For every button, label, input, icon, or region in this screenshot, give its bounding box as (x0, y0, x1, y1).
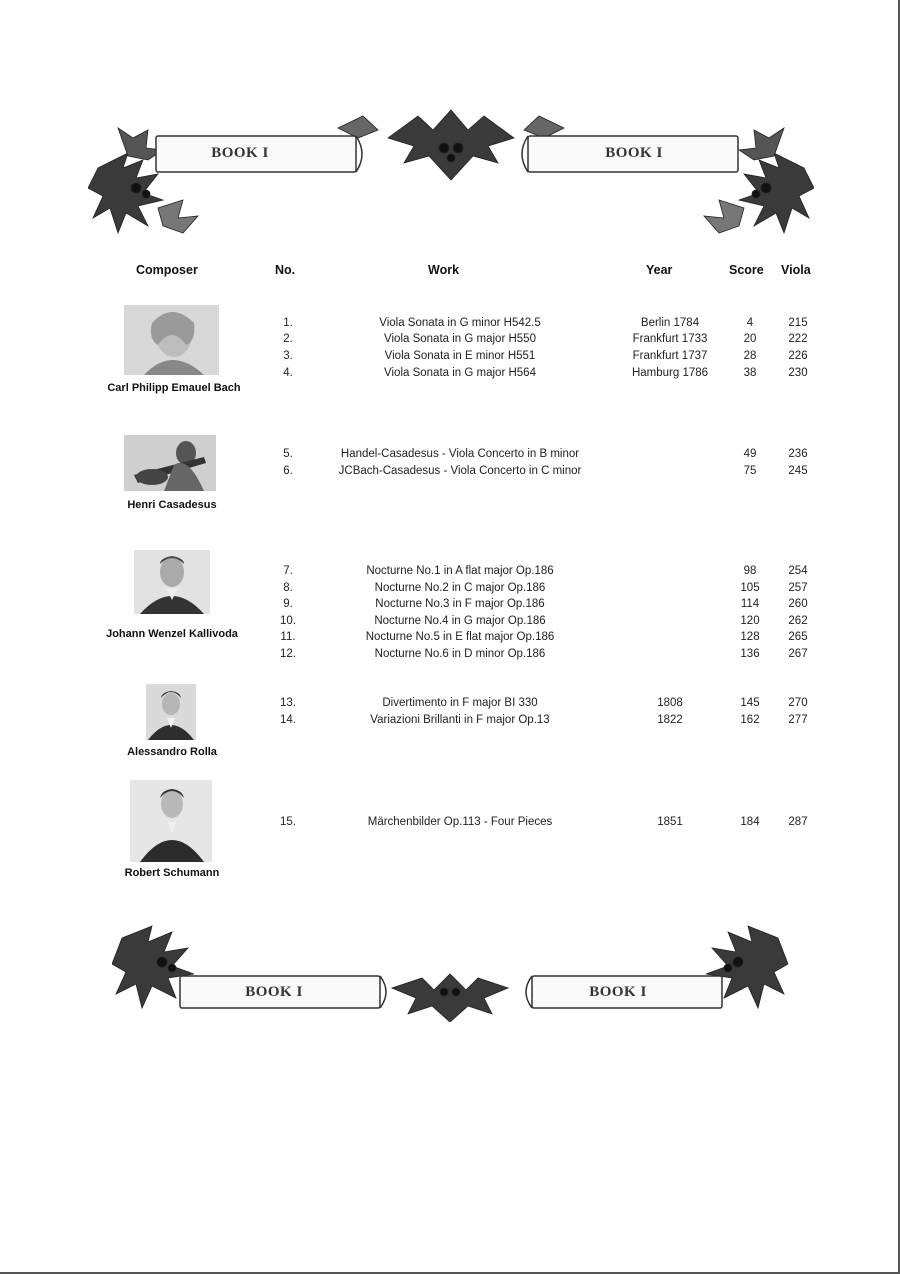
cell-work: Nocturne No.3 in F major Op.186 (375, 598, 545, 610)
cell-score: 4 (746, 317, 754, 329)
cell-year: 1808 (657, 697, 683, 709)
composer-name: Alessandro Rolla (127, 746, 217, 758)
cell-work: Märchenbilder Op.113 - Four Pieces (367, 816, 553, 828)
cell-viola: 245 (788, 465, 808, 477)
bottom-banner-left-label: BOOK I (245, 984, 303, 1000)
cell-score: 75 (743, 465, 757, 477)
bottom-banner (112, 918, 788, 1022)
cell-viola: 270 (788, 697, 808, 709)
cell-viola: 236 (788, 448, 808, 460)
header-year: Year (646, 263, 673, 277)
cell-viola: 230 (788, 367, 808, 379)
cell-no: 7. (283, 565, 293, 577)
cell-score: 136 (740, 648, 760, 660)
cell-viola: 277 (788, 714, 808, 726)
table-row (0, 333, 900, 350)
cell-year: Frankfurt 1733 (632, 333, 708, 345)
table-row (0, 565, 900, 582)
cell-score: 120 (740, 615, 760, 627)
cell-no: 4. (283, 367, 293, 379)
table-row (0, 367, 900, 384)
cell-no: 8. (283, 582, 293, 594)
table-row (0, 465, 900, 482)
cell-viola: 287 (788, 816, 808, 828)
header-no: No. (275, 263, 296, 277)
cell-work: Nocturne No.1 in A flat major Op.186 (366, 565, 554, 577)
composer-name: Johann Wenzel Kallivoda (106, 628, 238, 640)
cell-no: 14. (280, 714, 296, 726)
cell-year: Berlin 1784 (640, 317, 700, 329)
cell-work: Nocturne No.6 in D minor Op.186 (374, 648, 546, 660)
table-row (0, 582, 900, 599)
top-banner-right-label: BOOK I (605, 145, 663, 161)
cell-no: 6. (283, 465, 293, 477)
holly-ornament-icon (88, 108, 814, 242)
cell-no: 1. (283, 317, 293, 329)
cell-score: 105 (740, 582, 760, 594)
cell-no: 15. (280, 816, 296, 828)
table-row (0, 648, 900, 665)
header-score: Score (729, 263, 764, 277)
table-row (0, 615, 900, 632)
cell-viola: 222 (788, 333, 808, 345)
cell-viola: 262 (788, 615, 808, 627)
bottom-banner-right-label: BOOK I (589, 984, 647, 1000)
cell-no: 2. (283, 333, 293, 345)
table-row (0, 317, 900, 334)
cell-work: Viola Sonata in E minor H551 (384, 350, 536, 362)
header-composer: Composer (136, 263, 198, 277)
table-row (0, 816, 900, 833)
cell-score: 184 (740, 816, 760, 828)
cell-score: 49 (743, 448, 757, 460)
cell-viola: 254 (788, 565, 808, 577)
cell-work: Nocturne No.2 in C major Op.186 (374, 582, 546, 594)
cell-score: 145 (740, 697, 760, 709)
table-row (0, 697, 900, 714)
cell-score: 20 (743, 333, 757, 345)
composer-name: Carl Philipp Emauel Bach (107, 382, 241, 394)
cell-score: 38 (743, 367, 757, 379)
cell-viola: 215 (788, 317, 808, 329)
cell-work: JCBach-Casadesus - Viola Concerto in C minor (338, 465, 582, 477)
table-row (0, 350, 900, 367)
cell-no: 3. (283, 350, 293, 362)
header-work: Work (428, 263, 460, 277)
cell-work: Viola Sonata in G minor H542.5 (379, 317, 541, 329)
top-banner-left-label: BOOK I (211, 145, 269, 161)
cell-score: 128 (740, 631, 760, 643)
cell-score: 114 (740, 598, 760, 610)
cell-work: Viola Sonata in G major H564 (384, 367, 536, 379)
holly-ornament-icon (112, 918, 788, 1022)
cell-work: Viola Sonata in G major H550 (384, 333, 536, 345)
cell-year: Frankfurt 1737 (632, 350, 708, 362)
composer-name: Henri Casadesus (127, 499, 217, 511)
cell-viola: 257 (788, 582, 808, 594)
table-row (0, 598, 900, 615)
cell-work: Nocturne No.4 in G major Op.186 (374, 615, 546, 627)
top-banner (88, 108, 814, 242)
cell-score: 162 (740, 714, 760, 726)
cell-work: Handel-Casadesus - Viola Concerto in B minor (340, 448, 580, 460)
table-row (0, 714, 900, 731)
cell-viola: 265 (788, 631, 808, 643)
cell-year: Hamburg 1786 (631, 367, 709, 379)
cell-viola: 226 (788, 350, 808, 362)
cell-work: Divertimento in F major BI 330 (382, 697, 538, 709)
cell-work: Nocturne No.5 in E flat major Op.186 (365, 631, 555, 643)
cell-no: 12. (280, 648, 296, 660)
table-row (0, 448, 900, 465)
header-viola: Viola (781, 263, 811, 277)
cell-no: 11. (280, 631, 296, 643)
cell-score: 98 (743, 565, 757, 577)
cell-score: 28 (743, 350, 757, 362)
cell-no: 10. (280, 615, 296, 627)
cell-year: 1822 (657, 714, 683, 726)
cell-no: 5. (283, 448, 293, 460)
cell-year: 1851 (657, 816, 683, 828)
composer-name: Robert Schumann (124, 867, 220, 879)
cell-work: Variazioni Brillanti in F major Op.13 (370, 714, 550, 726)
cell-no: 13. (280, 697, 296, 709)
cell-viola: 260 (788, 598, 808, 610)
cell-viola: 267 (788, 648, 808, 660)
table-row (0, 631, 900, 648)
cell-no: 9. (283, 598, 293, 610)
